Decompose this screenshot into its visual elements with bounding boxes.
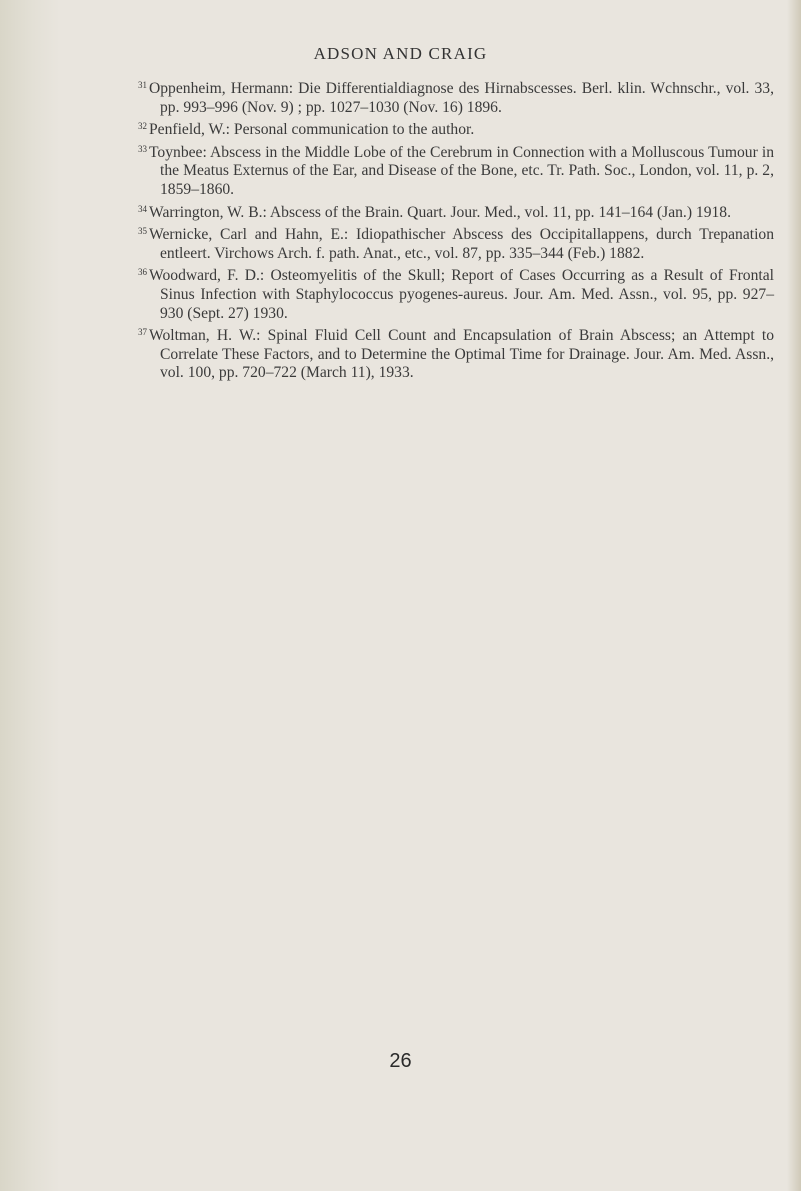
reference-text: Woltman, H. W.: Spinal Fluid Cell Count and Encapsulation of Brain Abscess; an Attempt to Correlate These Factors, and to Determine the Optimal Time for Drainage. Jour. Am. Med. Assn., vol. 100, pp. 720–722 (March 11), 1933. (149, 327, 774, 382)
reference-text: Oppenheim, Hermann: Die Differentialdiagnose des Hirnabscesses. Berl. klin. Wchnschr., vol. 33, pp. 993–996 (Nov. 9) ; pp. 1027–1030 (Nov. 16) 1896. (149, 80, 774, 116)
reference-text: Woodward, F. D.: Osteomyelitis of the Skull; Report of Cases Occurring as a Result of Frontal Sinus Infection with Staphylococcus pyogenes-aureus. Jour. Am. Med. Assn., vol. 95, pp. 927–930 (Sept. 27) 1930. (149, 267, 774, 322)
page-edge-shadow-right (787, 0, 801, 1191)
reference-item (138, 200, 774, 223)
reference-list (138, 76, 774, 383)
reference-text: Toynbee: Abscess in the Middle Lobe of the Cerebrum in Connection with a Molluscous Tumour in the Meatus Externus of the Ear, and Disease of the Bone, etc. Tr. Path. Soc., London, vol. 11, p. 2, 1859–1860. (149, 143, 774, 198)
reference-number: 36 (138, 267, 147, 278)
reference-number: 33 (138, 143, 147, 154)
reference-text: Wernicke, Carl and Hahn, E.: Idiopathischer Abscess des Occipitallappens, durch Trepanation entleert. Virchows Arch. f. path. Anat., etc., vol. 87, pp. 335–344 (Feb.) 1882. (149, 226, 774, 262)
reference-number: 32 (138, 121, 147, 132)
reference-number: 37 (138, 327, 147, 338)
reference-item (138, 222, 774, 263)
reference-item (138, 263, 774, 323)
reference-number: 31 (138, 80, 147, 90)
reference-item (138, 323, 774, 383)
reference-number: 34 (138, 203, 147, 214)
reference-text: Warrington, W. B.: Abscess of the Brain. Quart. Jour. Med., vol. 11, pp. 141–164 (Jan.) 1918. (149, 203, 732, 221)
reference-item (138, 76, 774, 117)
reference-item (138, 140, 774, 200)
running-head: ADSON AND CRAIG (313, 44, 488, 63)
reference-text: Penfield, W.: Personal communication to the author. (149, 121, 475, 139)
reference-number: 35 (138, 226, 147, 237)
page-edge-shadow-left (0, 0, 60, 1191)
page-number: 26 (389, 1050, 412, 1072)
reference-item (138, 117, 774, 140)
